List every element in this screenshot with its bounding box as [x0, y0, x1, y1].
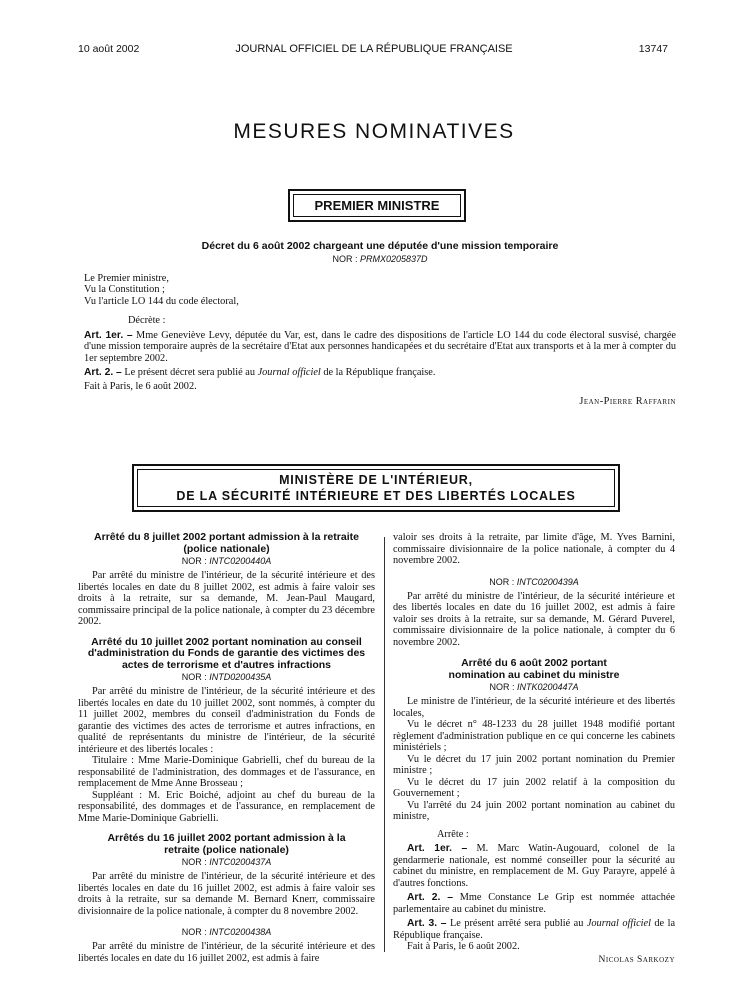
- section-box-premier-ministre: [288, 189, 466, 222]
- decree-signature: Jean-Pierre Raffarin: [579, 396, 676, 407]
- decree-article-2: Art. 2. – Le présent décret sera publié au Journal officiel de la République française.: [84, 367, 436, 378]
- arrete-3c-nor: NOR : INTC0200439A: [489, 576, 579, 587]
- section-title: PREMIER MINISTRE: [314, 198, 440, 213]
- arrete-4-line-4: Vu le décret du 17 juin 2002 relatif à la composition du Gouvernement ;: [393, 776, 675, 799]
- decree-line-3: Vu l'article LO 144 du code électoral,: [84, 295, 239, 307]
- arrete-4-article-3: Art. 3. – Le présent arrêté sera publié au Journal officiel de la République française.: [393, 918, 676, 941]
- left-column: [78, 532, 375, 964]
- arrete-3b-text: Par arrêté du ministre de l'intérieur, de la sécurité intérieure et des libertés locales en date du 16 juillet 2002, est admis à faire: [78, 941, 375, 964]
- decree-fait: Fait à Paris, le 6 août 2002.: [84, 380, 197, 392]
- arrete-4-arrete: Arrête :: [437, 828, 469, 840]
- arrete-4-line-3: Vu le décret du 17 juin 2002 portant nomination du Premier ministre ;: [393, 753, 675, 776]
- decree-block: [84, 241, 676, 408]
- arrete-2-titulaire: Titulaire : Mme Marie-Dominique Gabrielli, chef du bureau de la responsabilité de l'administration, des dommages et de l'assurance, en remplacement de Mme Anne Brosseau ;: [78, 755, 375, 789]
- arrete-3b-nor: NOR : INTC0200438A: [181, 927, 272, 937]
- decree-line-2: Vu la Constitution ;: [84, 284, 165, 295]
- arrete-4-article-2: Art. 2. – Mme Constance Le Grip est nommée attachée parlementaire au cabinet du ministre.: [393, 892, 675, 915]
- arrete-1-text: Par arrêté du ministre de l'intérieur, de la sécurité intérieure et des libertés locales en date du 8 juillet 2002, est admis à faire valoir ses droits à la retraite, sur sa demande, M. Jean-Paul Maugard, commissaire principal de la police nationale, à compter du 23 décembre 2002.: [78, 570, 375, 627]
- decree-decrete: Décrète :: [128, 315, 166, 326]
- decree-article-1: Art. 1er. – Mme Geneviève Levy, députée du Var, est, dans le cadre des dispositions de l'article LO 144 du code électoral susvisé, chargée d'une mission temporaire auprès de la secrétaire d'Etat aux personnes handicapées et du secrétaire d'Etat aux transports et à la mer à compter du 1er septembre 2002.: [84, 329, 676, 364]
- header-page-number: 13747: [638, 43, 668, 55]
- arrete-2-suppleant: Suppléant : M. Eric Boiché, adjoint au chef du bureau de la responsabilité, des dommages et de l'assurance, en remplacement de Mme Marie-Dominique Gabrielli.: [78, 789, 375, 824]
- arrete-3b-continued: valoir ses droits à la retraite, par limite d'âge, M. Yves Barnini, commissaire divisionnaire de la police nationale, à compter du 4 novembre 2002.: [393, 532, 675, 566]
- arrete-3-nor: NOR : INTC0200437A: [181, 857, 272, 867]
- arrete-3-text: Par arrêté du ministre de l'intérieur, de la sécurité intérieure et des libertés locales en date du 16 juillet 2002, est admis à faire valoir ses droits à la retraite, sur sa demande M. Bernard Knerr, commissaire divisionnaire de la police nationale, à compter du 8 novembre 2002.: [78, 871, 375, 917]
- arrete-4-fait: Fait à Paris, le 6 août 2002.: [407, 941, 520, 952]
- arrete-2-text: Par arrêté du ministre de l'intérieur, de la sécurité intérieure et des libertés locales en date du 10 juillet 2002, sont nommés, à compter du 11 juillet 2002, membres du conseil d'administration du Fonds de garantie des victimes des actes de terrorisme et autres infractions, en qualité de représentants du ministre de l'intérieur, de la sécurité intérieure et des libertés locales :: [78, 686, 375, 755]
- arrete-1-nor: NOR : INTC0200440A: [181, 556, 272, 566]
- arrete-2-nor: NOR : INTD0200435A: [181, 672, 272, 682]
- right-column: [393, 532, 675, 966]
- ministry-line-1: MINISTÈRE DE L'INTÉRIEUR,: [279, 473, 473, 487]
- arrete-2-title: Arrêté du 10 juillet 2002 portant nomination au conseil d'administration du Fonds de garantie des victimes des actes de terrorisme et d'autres infractions: [87, 635, 366, 671]
- arrete-3c-text: Par arrêté du ministre de l'intérieur, de la sécurité intérieure et des libertés locales en date du 16 juillet 2002, est admis à faire valoir ses droits à la retraite, sur sa demande, M. Gérard Puverel, commissaire divisionnaire de la police nationale, à compter du 6 novembre 2002.: [393, 590, 675, 648]
- arrete-1-title: Arrêté du 8 juillet 2002 portant admission à la retraite (police nationale): [94, 531, 359, 555]
- arrete-4-article-1: Art. 1er. – M. Marc Watin-Augouard, colonel de la gendarmerie nationale, est nommé conseiller pour la sécurité au cabinet du ministre, en remplacement de M. Guy Parayre, appelé à d'autres fonctions.: [393, 843, 675, 889]
- arrete-4-line-5: Vu l'arrêté du 24 juin 2002 portant nomination au cabinet du ministre,: [393, 799, 675, 822]
- decree-nor: NOR : PRMX0205837D: [332, 253, 428, 264]
- header-journal: JOURNAL OFFICIEL DE LA RÉPUBLIQUE FRANÇAISE: [235, 43, 513, 55]
- ministry-line-2: DE LA SÉCURITÉ INTÉRIEURE ET DES LIBERTÉS LOCALES: [176, 489, 576, 503]
- column-divider: [384, 537, 385, 952]
- arrete-4-line-2: Vu le décret n° 48-1233 du 28 juillet 1948 modifié portant règlement d'administration publique en ce qui concerne les cabinets ministériels ;: [393, 719, 675, 753]
- arrete-4-line-1: Le ministre de l'intérieur, de la sécurité intérieure et des libertés locales,: [393, 696, 675, 719]
- arrete-4-title: Arrêté du 6 août 2002 portant nomination au cabinet du ministre: [448, 657, 620, 681]
- page-title: MESURES NOMINATIVES: [233, 120, 515, 143]
- decree-line-1: Le Premier ministre,: [84, 272, 169, 284]
- section-box-ministere-interieur: [132, 464, 620, 512]
- header-date: 10 août 2002: [78, 43, 140, 55]
- arrete-3-title: Arrêtés du 16 juillet 2002 portant admission à la retraite (police nationale): [107, 832, 346, 856]
- arrete-4-nor: NOR : INTK0200447A: [489, 682, 579, 692]
- decree-title: Décret du 6 août 2002 chargeant une députée d'une mission temporaire: [201, 240, 559, 252]
- arrete-4-signature: Nicolas Sarkozy: [598, 954, 675, 965]
